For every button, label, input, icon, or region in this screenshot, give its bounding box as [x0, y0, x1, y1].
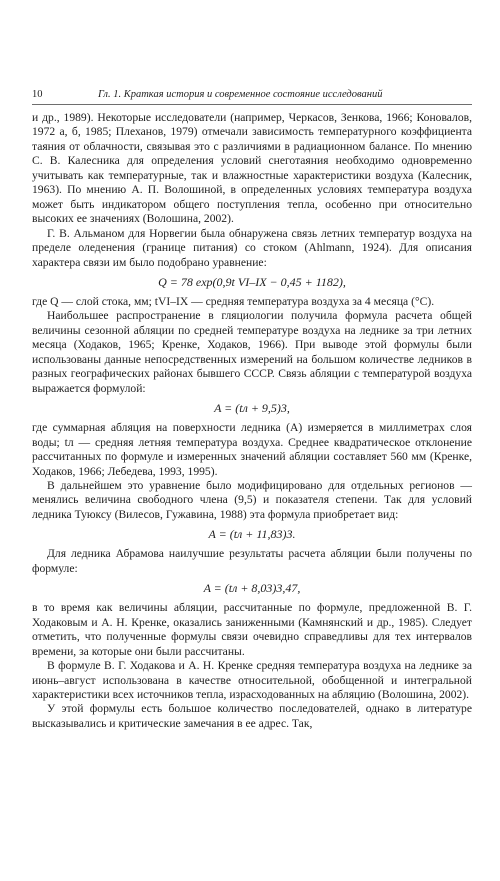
- page-number: 10: [32, 89, 43, 100]
- paragraph-7: Для ледника Абрамова наилучшие результаты расчета абляции были получены по формуле:: [32, 547, 472, 575]
- formula-ablation-tuyuksu: A = (tл + 11,83)3.: [208, 527, 296, 542]
- formula-ablation-krenke: A = (tл + 9,5)3,: [214, 401, 290, 416]
- formula-runoff: Q = 78 exp(0,9t VI–IX − 0,45 + 1182),: [158, 274, 346, 289]
- paragraph-3: где Q — слой стока, мм; tVI–IX — средняя температура воздуха за 4 месяца (°C).: [32, 294, 435, 308]
- paragraph-6: В дальнейшем это уравнение было модифицировано для отдельных регионов — менялись величина свободного члена (9,5) и показателя степени. Так для условий ледника Туюксу (Вилесов, Гужавина, 1988) эта формула приобретает вид:: [32, 478, 472, 521]
- paragraph-2: Г. В. Альманом для Норвегии была обнаружена связь летних температур воздуха на пределе оледенения (границе питания) со стоком (Ahlmann, 1924). Для описания характера связи им было подобрано уравнение:: [32, 226, 472, 269]
- book-page: [32, 88, 472, 731]
- paragraph-4: Наибольшее распространение в гляциологии получила формула расчета общей величины сезонной абляции по средней температуре воздуха на леднике за три летних месяца (Ходаков, 1965; Кренке, Ходаков, 1966). При выводе этой формулы были использованы данные непосредственных измерений на большом количестве ледников в разных географических районах бывшего СССР. Связь абляции с температурой воздуха выражается формулой:: [32, 309, 472, 395]
- running-header: [32, 88, 472, 105]
- formula-ablation-abramov: A = (tл + 8,03)3,47,: [203, 581, 301, 596]
- paragraph-9: В формуле В. Г. Ходакова и А. Н. Кренке средняя температура воздуха на леднике за июнь–август использована в качестве относительной, обобщенной и интегральной характеристики всех источников тепла, израсходованных на абляцию (Волошина, 2002).: [32, 659, 472, 701]
- paragraph-1: и др., 1989). Некоторые исследователи (например, Черкасов, Зенкова, 1966; Коновалов, 1972 а, б, 1985; Плеханов, 1979) отмечали зависимость температурного коэффициента таяния от облачности, связывая это с различиями в радиационном балансе. По мнению С. В. Калесника для определения условий снеготаяния необходимо одновременно учитывать как температурные, так и влажностные характеристики воздуха (Калесник, 1963). По мнению А. П. Волошиной, в определенных условиях температура воздуха может быть индикатором общего поступления тепла, особенно при относительно высоких ее значениях (Волошина, 2002).: [32, 111, 472, 226]
- paragraph-8: в то время как величины абляции, рассчитанные по формуле, предложенной В. Г. Ходаковым и А. Н. Кренке, оказались заниженными (Камнянский и др., 1985). Следует отметить, что полученные формулы связи очевидно справедливы для тех интервалов времени, за которые они были рассчитаны.: [32, 601, 472, 658]
- page-body: [32, 111, 472, 731]
- paragraph-5: где суммарная абляция на поверхности ледника (A) измеряется в миллиметрах слоя воды; tл — средняя летняя температура воздуха. Среднее квадратическое отклонение рассчитанных по формуле и измеренных значений абляции составляет 560 мм (Кренке, Ходаков, 1966; Лебедева, 1993, 1995).: [32, 421, 472, 478]
- paragraph-10: У этой формулы есть большое количество последователей, однако в литературе высказывались и критические замечания в ее адрес. Так,: [32, 702, 472, 730]
- running-title: Гл. 1. Краткая история и современное состояние исследований: [98, 89, 383, 100]
